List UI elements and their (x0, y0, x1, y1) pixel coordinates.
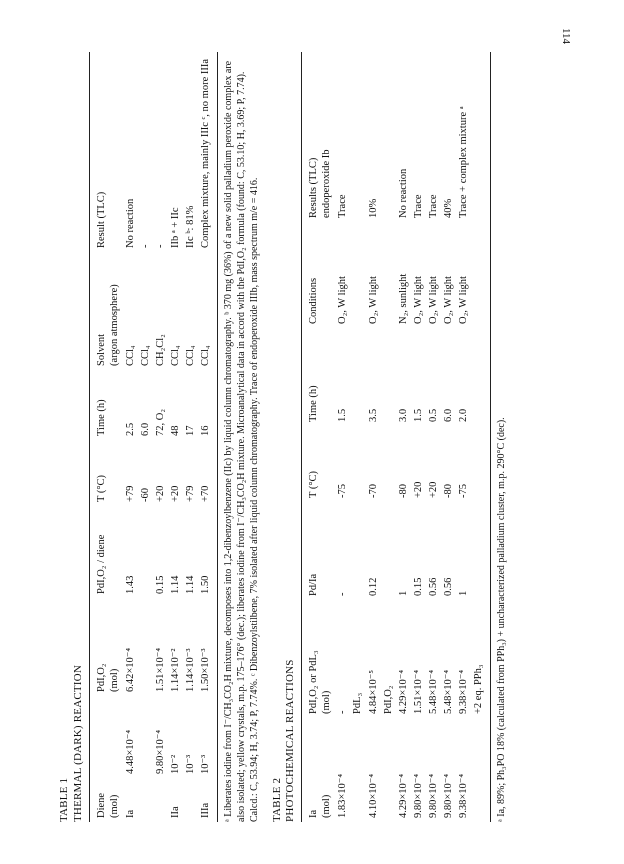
table-cell: CCl₄ (185, 345, 197, 366)
table-cell: 1.50 (200, 575, 212, 594)
table-cell: -60 (139, 488, 151, 502)
table-cell: 10⁻² (170, 754, 182, 774)
table-row (350, 52, 365, 822)
rotated-content (58, 52, 566, 822)
table-cell: 9.80×10⁻⁴ (412, 774, 424, 818)
table-cell: 1 (458, 590, 470, 596)
table1-header-cell (93, 696, 123, 778)
table-row (183, 52, 198, 822)
table-cell (381, 718, 396, 822)
table-row (138, 52, 153, 822)
table-row (456, 52, 471, 822)
table2-body (335, 52, 486, 822)
table-cell: 0.56 (428, 577, 439, 596)
table-cell: O₂, W light (412, 276, 424, 324)
table2 (305, 52, 487, 822)
table-cell: 1.14 (170, 575, 182, 594)
table-cell: -80 (443, 484, 455, 498)
table-cell: 0.5 (428, 408, 439, 422)
table-cell: IIa (170, 806, 182, 818)
table-cell: 1.5 (337, 408, 349, 422)
table-cell: PdL₃ (352, 692, 364, 714)
table-cell: 1.83×10⁻⁴ (337, 774, 349, 818)
table-cell: Ia (124, 809, 136, 818)
table-cell: 4.29×10⁻⁴ (397, 670, 409, 714)
table-cell (471, 328, 486, 426)
table-cell (350, 502, 365, 600)
table-cell: -75 (337, 484, 349, 498)
table-cell (350, 426, 365, 502)
table-cell: - (337, 710, 349, 714)
table-cell (471, 222, 486, 328)
table-cell: 3.5 (367, 408, 379, 422)
table-cell: +79 (124, 485, 136, 502)
table-cell: -75 (458, 484, 470, 498)
table-row (441, 52, 456, 822)
table-cell: 6.0 (443, 408, 455, 422)
table-cell: 10⁻³ (185, 754, 197, 774)
table-cell: 72, O₂ (155, 409, 166, 436)
table-cell: 9.38×10⁻⁴ (458, 670, 470, 714)
table-cell: O₂, W light (367, 276, 379, 324)
table-cell: 5.48×10⁻⁴ (443, 670, 455, 714)
table-row (471, 52, 486, 822)
table1-header-cell: PdI,O₂ / diene (95, 534, 107, 594)
table2-header-cell: Ia (mol) (308, 794, 333, 818)
table-cell: IIIa (200, 802, 212, 818)
table-cell: PdI,O₂ (382, 685, 394, 714)
table-cell: IIc ᵇ: 81% (185, 205, 197, 248)
table-cell: 0.56 (443, 577, 455, 596)
table-cell: O₂, W light (428, 276, 439, 324)
table2-header-cell: T (°C) (308, 470, 319, 498)
table2-header-cell: Pd/Ia (308, 573, 319, 596)
table-cell: 1.14×10⁻³ (185, 648, 197, 692)
table1-header-cell: Diene (mol) (95, 792, 120, 818)
table-cell: CCl₄ (124, 345, 136, 366)
table-cell (381, 328, 396, 426)
table-cell: 1 (397, 590, 409, 596)
table-cell: 4.84×10⁻⁵ (367, 670, 379, 714)
table-cell (471, 502, 486, 600)
table-cell: 48 (170, 425, 182, 436)
table-cell: 1.5 (412, 408, 424, 422)
table-cell (471, 718, 486, 822)
table1-header-row (93, 52, 123, 822)
table-cell: 4.48×10⁻⁴ (124, 730, 136, 774)
table-cell: Complex mixture, mainly IIIc ᶜ, no more IIIa (200, 58, 212, 248)
table-cell: 0.12 (367, 577, 379, 596)
table-cell: O₂, W light (337, 276, 349, 324)
table-cell: 10% (367, 198, 379, 218)
table-cell: 4.29×10⁻⁴ (397, 774, 409, 818)
table-row (396, 52, 411, 822)
table-cell: +20 (155, 485, 166, 502)
table-cell: 0.15 (155, 575, 166, 594)
table-cell: +20 (428, 481, 439, 498)
table-cell (183, 778, 198, 822)
table-cell (350, 222, 365, 328)
table2-label: TABLE 2 (270, 777, 283, 822)
table-cell: 17 (185, 425, 197, 436)
table-cell: Trace (337, 194, 349, 218)
table2-footnote: ᵃ Ia, 89%; Ph₃PO 18% (calculated from PPh₃) + uncharacterized palladium cluster, m.p. 290°C (dec). (495, 417, 507, 822)
table1-header-cell: PdI,O₂ (mol) (95, 663, 120, 692)
table1-title: THERMAL (DARK) REACTION (71, 665, 84, 822)
table-cell: 1.50×10⁻³ (200, 648, 212, 692)
table-cell: 6.42×10⁻⁴ (124, 648, 136, 692)
table-cell: No reaction (124, 198, 136, 248)
table-cell: 9.80×10⁻⁴ (428, 774, 439, 818)
table-row (411, 52, 426, 822)
table1-header-cell: Time (h) (95, 399, 107, 436)
table1-body (123, 52, 214, 822)
table-row (426, 52, 441, 822)
table-cell: 40% (443, 198, 455, 218)
table1-header-cell: Solvent (argon atmosphere) (95, 284, 120, 366)
table-cell: +2 eq. PPh₃ (473, 664, 485, 714)
table-row (198, 52, 213, 822)
table-cell: CCl₄ (200, 345, 212, 366)
table-row (123, 52, 138, 822)
table-row (381, 52, 396, 822)
table-cell (381, 426, 396, 502)
table-cell: +20 (170, 485, 182, 502)
table-cell: - (155, 244, 166, 248)
table-cell: 1.14×10⁻² (170, 648, 182, 692)
table-cell: 9.80×10⁻⁴ (443, 774, 455, 818)
table-cell (381, 222, 396, 328)
table-cell: Trace + complex mixture ᵃ (458, 106, 470, 218)
table2-header-cell: Conditions (308, 277, 319, 324)
page-number: 114 (559, 27, 572, 45)
table-cell (381, 52, 396, 222)
table2-header-cell: Time (h) (308, 385, 319, 422)
table-cell: CCl₄ (139, 345, 151, 366)
table-cell: - (337, 592, 349, 596)
table-cell: 5.48×10⁻⁴ (428, 670, 439, 714)
table-cell: 1.43 (124, 575, 136, 594)
table1-label: TABLE 1 (58, 777, 70, 822)
table-cell: N₂, sunlight (397, 273, 409, 324)
table-cell: O₂, W light (443, 276, 455, 324)
table-cell: - (139, 244, 151, 248)
table-cell (381, 502, 396, 600)
table-cell (138, 778, 153, 822)
table-cell: 16 (200, 425, 212, 436)
table-cell: 6.0 (139, 422, 151, 436)
table-cell (471, 426, 486, 502)
table-cell: +70 (200, 485, 212, 502)
table-cell: -80 (397, 484, 409, 498)
table-cell: 0.15 (412, 577, 424, 596)
table-cell: 9.80×10⁻⁴ (155, 730, 166, 774)
table-cell (138, 598, 153, 696)
table-cell (138, 696, 153, 778)
table-cell (153, 778, 168, 822)
table-row (168, 52, 183, 822)
table-cell: 9.38×10⁻⁴ (458, 774, 470, 818)
table2-bottom-rule (490, 52, 491, 822)
table-row (366, 52, 381, 822)
table-cell: -70 (367, 484, 379, 498)
table-cell: 3.0 (397, 408, 409, 422)
table2-top-rule (301, 52, 302, 822)
table-cell: No reaction (397, 168, 409, 218)
table-cell: CCl₄ (170, 345, 182, 366)
table-cell: +79 (185, 485, 197, 502)
table-cell: 4.10×10⁻⁴ (367, 774, 379, 818)
table-cell (350, 52, 365, 222)
table2-title: PHOTOCHEMICAL REACTIONS (284, 659, 297, 822)
table-cell: CH₂Cl₂ (155, 334, 166, 366)
table-row (335, 52, 350, 822)
table-cell: 2.5 (124, 422, 136, 436)
table1-header-cell: Result (TLC) (95, 191, 107, 248)
table-cell: IIb ᵃ + IIc (170, 207, 182, 248)
table-cell (471, 52, 486, 222)
table-cell: Trace (428, 194, 439, 218)
table-cell (138, 506, 153, 598)
table1 (93, 52, 214, 822)
table-cell: 1.51×10⁻⁴ (155, 648, 166, 692)
table1-header-cell: T (°C) (95, 474, 107, 502)
table-cell: O₂, W light (458, 276, 470, 324)
table-cell (350, 718, 365, 822)
table2-header-cell: PdI,O₂ or PdL₃ (mol) (308, 650, 333, 714)
table-cell (350, 328, 365, 426)
table2-header-cell: Results (TLC) endoperoxide Ib (308, 149, 333, 218)
table1-bottom-rule (217, 52, 218, 822)
table1-top-rule (89, 52, 90, 822)
table-cell: 1.14 (185, 575, 197, 594)
table1-footnote: ᵃ Liberates iodine from I⁻/CH₃CO₂H mixture, decomposes into 1,2-dibenzoylbenzene (IIc) by liquid column chromatography. ᵇ 370 mg (36%) of a new solid palladium peroxide complex are also isolated; yellow crystals, m.p. 175–176° (dec.); liberates iodine from I⁻/CH₃CO₂H mixture. Microanalytical data in accord with the PdI,O₂ formula (found: C, 53.10; H, 3.69; P, 7.74). Calcd.: C, 53.94; H, 3.74; P, 7.74%. ᶜ Dibenzoylstilbene, 7% isolated after liquid column chromatography. Trace of endoperoxide IIIb, mass spectrum m/e = 416. (222, 60, 260, 822)
table-cell: 2.0 (458, 408, 470, 422)
table-cell: 1.51×10⁻⁴ (412, 670, 424, 714)
table-cell: 10⁻³ (200, 754, 212, 774)
table-cell: +20 (412, 481, 424, 498)
table2-header-row (305, 52, 335, 822)
table-row (153, 52, 168, 822)
table-cell: Trace (412, 194, 424, 218)
